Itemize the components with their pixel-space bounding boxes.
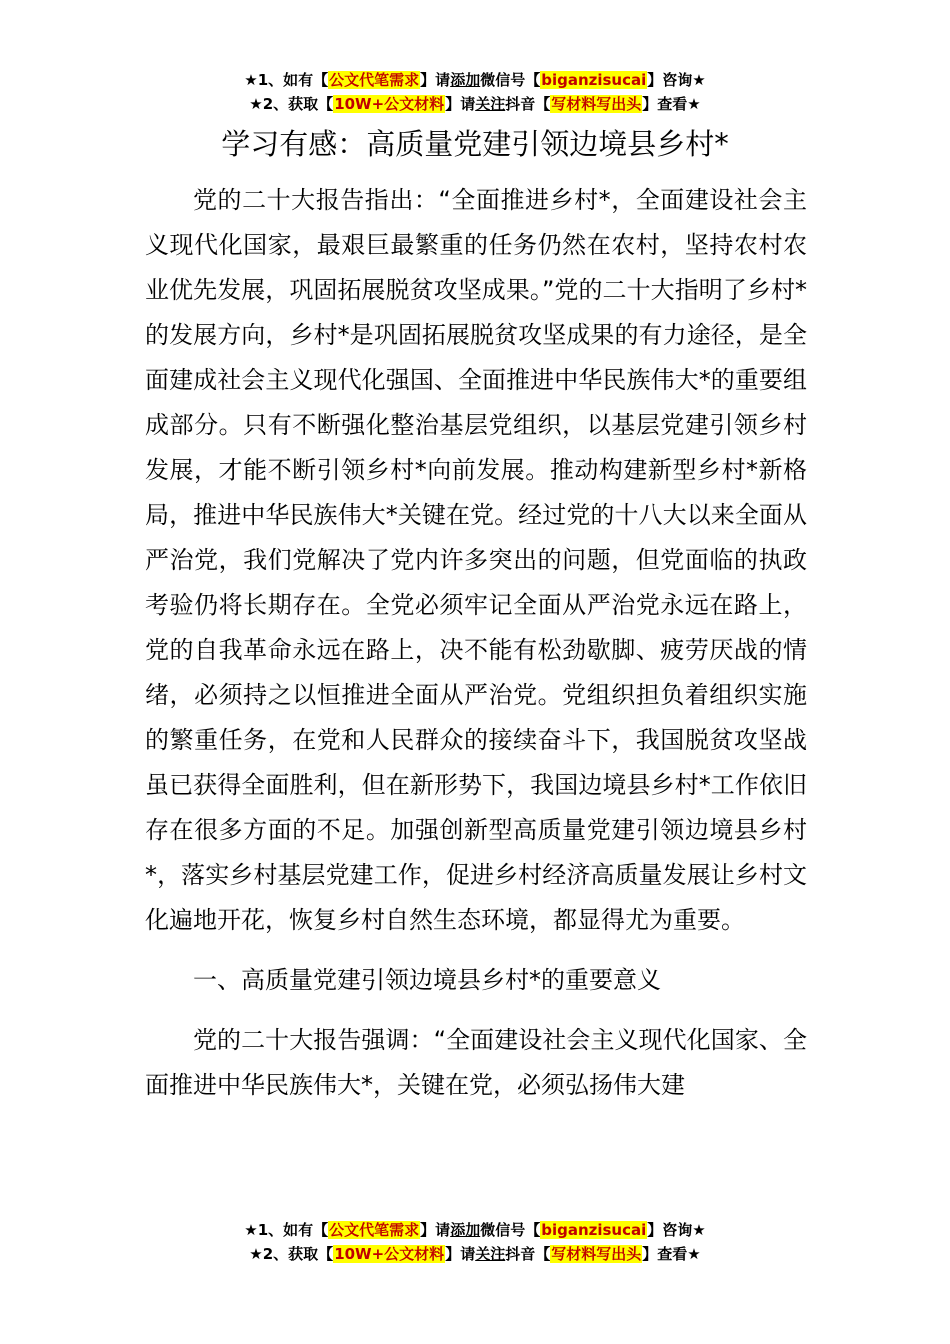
banner-underline: 添加 bbox=[450, 71, 481, 89]
banner-text: 抖音【 bbox=[505, 95, 551, 113]
document-body bbox=[145, 178, 807, 1108]
banner-highlight: 10W+公文材料 bbox=[334, 1245, 445, 1263]
banner-underline: 添加 bbox=[450, 1221, 481, 1239]
banner-highlight: 10W+公文材料 bbox=[334, 95, 445, 113]
banner-underline: 关注 bbox=[475, 95, 506, 113]
body-paragraph: 党的二十大报告指出：“全面推进乡村*，全面建设社会主义现代化国家，最艰巨最繁重的任务仍然在农村，坚持农村农业优先发展，巩固拓展脱贫攻坚成果。”党的二十大指明了乡村*的发展方向，乡村*是巩固拓展脱贫攻坚成果的有力途径，是全面建成社会主义现代化强国、全面推进中华民族伟大*的重要组成部分。只有不断强化整治基层党组织，以基层党建引领乡村发展，才能不断引领乡村*向前发展。推动构建新型乡村*新格局，推进中华民族伟大*关键在党。经过党的十八大以来全面从严治党，我们党解决了党内许多突出的问题，但党面临的执政考验仍将长期存在。全党必须牢记全面从严治党永远在路上，党的自我革命永远在路上，决不能有松劲歇脚、疲劳厌战的情绪，必须持之以恒推进全面从严治党。党组织担负着组织实施的繁重任务，在党和人民群众的接续奋斗下，我国脱贫攻坚战虽已获得全面胜利，但在新形势下，我国边境县乡村*工作依旧存在很多方面的不足。加强创新型高质量党建引领边境县乡村*，落实乡村基层党建工作，促进乡村经济高质量发展让乡村文化遍地开花，恢复乡村自然生态环境，都显得尤为重要。 bbox=[145, 186, 807, 934]
body-paragraph: 党的二十大报告强调：“全面建设社会主义现代化国家、全面推进中华民族伟大*，关键在党，必须弘扬伟大建 bbox=[145, 1026, 807, 1099]
banner-highlight: 公文代笔需求 bbox=[329, 71, 420, 89]
section-heading: 一、高质量党建引领边境县乡村*的重要意义 bbox=[193, 966, 661, 994]
banner-text: 】请 bbox=[445, 1245, 476, 1263]
banner-text: 微信号【 bbox=[480, 71, 541, 89]
banner-text: 】请 bbox=[445, 95, 476, 113]
header-banner bbox=[0, 68, 950, 116]
banner-text: 】咨询★ bbox=[647, 1221, 706, 1239]
banner-text: 】查看★ bbox=[642, 1245, 701, 1263]
banner-text: 】查看★ bbox=[642, 95, 701, 113]
banner-text: 】请 bbox=[420, 1221, 451, 1239]
document-title: 学习有感：高质量党建引领边境县乡村* bbox=[221, 127, 729, 161]
banner-line-2 bbox=[0, 1242, 950, 1266]
footer-banner bbox=[0, 1218, 950, 1266]
banner-text: ★2、获取【 bbox=[249, 1245, 334, 1263]
banner-text: ★2、获取【 bbox=[249, 95, 334, 113]
banner-text: 微信号【 bbox=[480, 1221, 541, 1239]
banner-highlight: biganzisucai bbox=[541, 1221, 647, 1239]
banner-text: ★1、如有【 bbox=[244, 71, 329, 89]
banner-text: ★1、如有【 bbox=[244, 1221, 329, 1239]
banner-underline: 关注 bbox=[475, 1245, 506, 1263]
banner-highlight: biganzisucai bbox=[541, 71, 647, 89]
banner-text: 】请 bbox=[420, 71, 451, 89]
banner-text: 】咨询★ bbox=[647, 71, 706, 89]
banner-text: 抖音【 bbox=[505, 1245, 551, 1263]
banner-highlight: 写材料写出头 bbox=[551, 1245, 642, 1263]
banner-line-1 bbox=[0, 68, 950, 92]
banner-line-2 bbox=[0, 92, 950, 116]
banner-highlight: 写材料写出头 bbox=[551, 95, 642, 113]
banner-highlight: 公文代笔需求 bbox=[329, 1221, 420, 1239]
banner-line-1 bbox=[0, 1218, 950, 1242]
